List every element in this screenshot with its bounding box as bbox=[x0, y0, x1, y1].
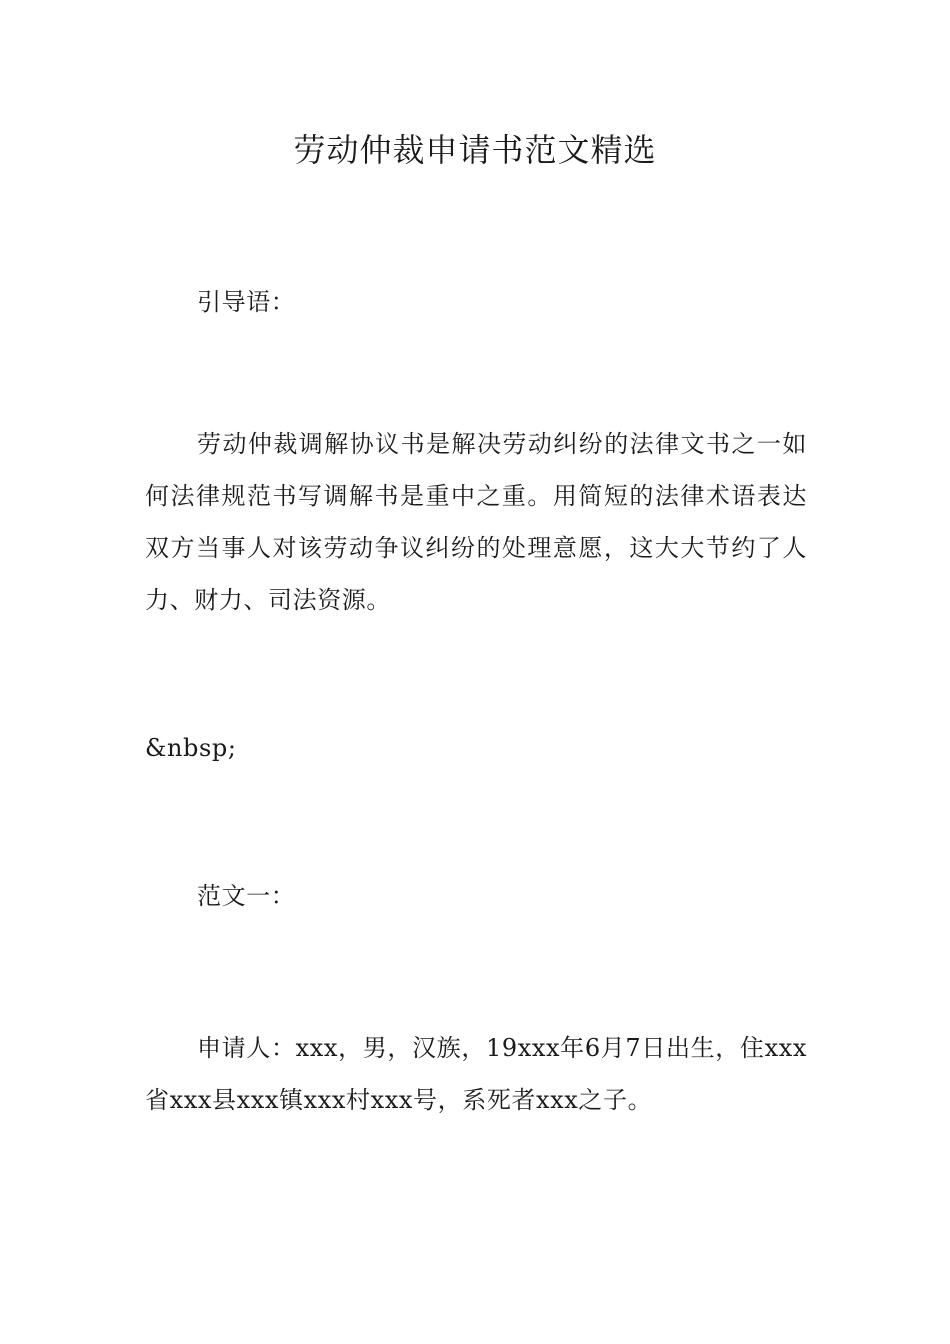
sample-one-label: 范文一： bbox=[197, 882, 296, 910]
page-title: 劳动仲裁申请书范文精选 bbox=[293, 131, 657, 169]
intro-label: 引导语： bbox=[197, 288, 296, 316]
nbsp-literal-text: &nbsp; bbox=[145, 734, 237, 762]
intro-body: 劳动仲裁调解协议书是解决劳动纠纷的法律文书之一如何法律规范书写调解书是重中之重。用简短的法律术语表达双方当事人对该劳动争议纠纷的处理意愿，这大大节约了人力、财力、司法资源。 bbox=[145, 430, 807, 614]
applicant-paragraph: 申请人：xxx，男，汉族，19xxx年6月7日出生，住xxx省xxx县xxx镇xxx村xxx号，系死者xxx之子。 bbox=[145, 1034, 807, 1114]
